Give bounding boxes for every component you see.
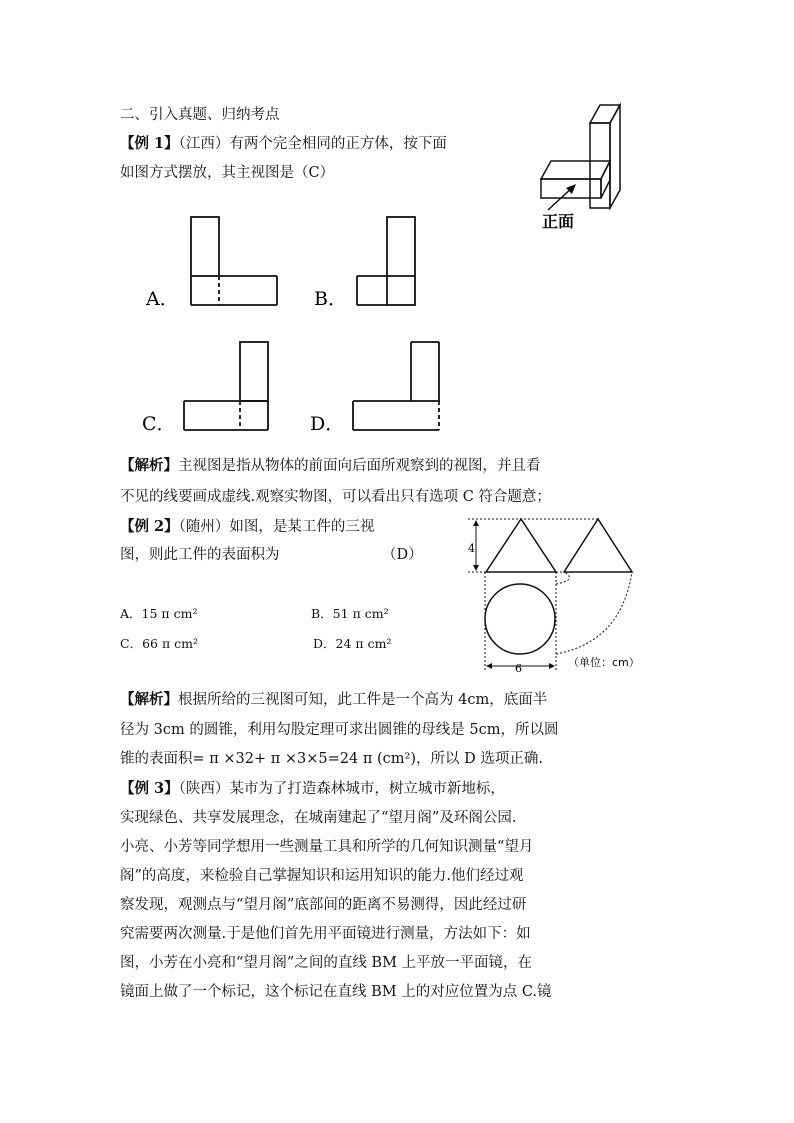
example-2-option-a: A．15 π cm² <box>120 606 198 621</box>
front-view-triangle <box>486 519 556 572</box>
option-a-label: A． <box>146 288 179 310</box>
dimension-width: 6 <box>515 662 522 675</box>
example-3-tag: 【例 3】 <box>120 780 179 797</box>
example-1-text-1: （江西）有两个完全相同的正方体，按下面 <box>178 136 447 152</box>
example-3-line-5: 察发现，观测点与“望月阁”底部间的距离不易测得，因此经过研 <box>120 897 527 913</box>
vertical-block-side <box>610 105 620 208</box>
horizontal-block-top <box>541 161 610 179</box>
option-c-figure <box>141 339 281 439</box>
unit-note: （单位：cm） <box>568 656 640 669</box>
example-2-analysis-line-3: 锥的表面积= π ×32+ π ×3×5=24 π (cm²)，所以 D 选项正确. <box>120 751 543 767</box>
three-view-figure <box>466 512 666 682</box>
example-3-line-1: 【例 3】（陕西）某市为了打造森林城市，树立城市新地标， <box>120 780 505 797</box>
example-3-line-2: 实现绿色、共享发展理念，在城南建起了“望月阁”及环阁公园. <box>120 810 517 826</box>
example-3-line-6: 究需要两次测量.于是他们首先用平面镜进行测量，方法如下：如 <box>120 926 531 942</box>
example-1-analysis-line-1: 【解析】主视图是指从物体的前面向后面所观察到的视图，并且看 <box>120 457 541 474</box>
horizontal-block-side <box>601 161 610 198</box>
example-1-tag: 【例 1】 <box>120 135 179 152</box>
option-c-label: C． <box>142 413 176 435</box>
example-2-option-b: B．51 π cm² <box>311 606 389 621</box>
example-2-analysis-tag: 【解析】 <box>120 691 178 708</box>
example-2-line-1: 【例 2】（随州）如图，是某工件的三视 <box>120 518 375 535</box>
example-3-line-3: 小亮、小芳等同学想用一些测量工具和所学的几何知识测量“望月 <box>120 839 534 855</box>
example-2-answer: （D） <box>382 547 423 563</box>
example-2-option-c: C．66 π cm² <box>120 636 198 651</box>
example-1-line-1 <box>120 134 447 154</box>
example-1-analysis-tag: 【解析】 <box>120 457 178 474</box>
example-2-analysis-line-2: 径为 3cm 的圆锥，利用勾股定理可求出圆锥的母线是 5cm，所以圆 <box>120 722 559 738</box>
example-3-line-8: 镜面上做了一个标记，这个标记在直线 BM 上的对应位置为点 C.镜 <box>120 984 552 1000</box>
example-2-tag: 【例 2】 <box>120 518 179 535</box>
example-2-analysis-line-1: 【解析】根据所给的三视图可知，此工件是一个高为 4cm，底面半 <box>120 691 548 708</box>
example-2-line-2: 图，则此工件的表面积为 <box>120 547 280 563</box>
option-a-figure <box>145 214 285 314</box>
example-1-line-2: 如图方式摆放，其主视图是（C） <box>120 165 335 181</box>
example-3-line-7: 图，小芳在小亮和“望月阁”之间的直线 BM 上平放一平面镜，在 <box>120 955 533 971</box>
side-view-triangle <box>564 519 632 572</box>
section-title: 二、引入真题、归纳考点 <box>120 107 280 123</box>
cubes-figure <box>536 100 636 240</box>
option-d-figure <box>309 339 449 439</box>
top-view-circle <box>485 584 555 654</box>
example-3-line-4: 阁”的高度，来检验自己掌握知识和运用知识的能力.他们经过观 <box>120 868 524 884</box>
option-d-label: D． <box>310 413 345 435</box>
example-1-analysis-line-2: 不见的线要画成虚线.观察实物图，可以看出只有选项 C 符合题意； <box>120 489 551 505</box>
option-b-label: B． <box>314 288 347 310</box>
front-label: 正面 <box>542 212 575 231</box>
dimension-height: 4 <box>468 542 475 555</box>
example-2-option-d: D．24 π cm² <box>313 636 392 651</box>
option-b-figure <box>313 214 453 314</box>
